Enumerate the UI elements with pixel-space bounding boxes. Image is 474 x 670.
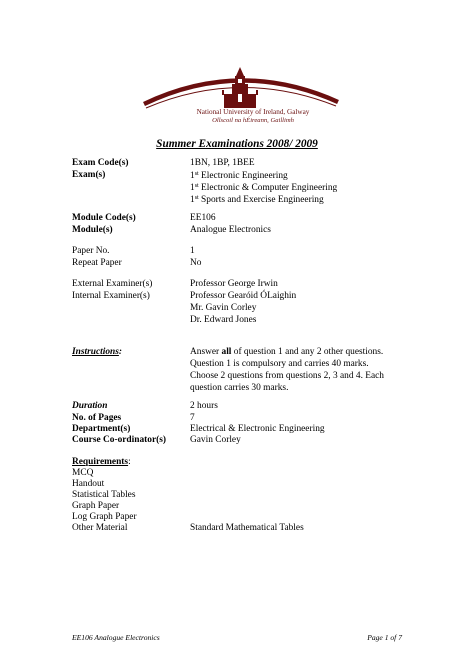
footer-page-number: Page 1 of 7 (367, 633, 402, 642)
page-title: Summer Examinations 2008/ 2009 (156, 138, 318, 150)
instructions-line: Question 1 is compulsory and carries 40 marks. (190, 359, 369, 369)
internal-examiner-value: Mr. Gavin Corley (190, 303, 257, 313)
instructions-line: Answer all of question 1 and any 2 other questions. (190, 347, 384, 357)
pages-label: No. of Pages (72, 413, 122, 423)
exam-item: 1st Sports and Exercise Engineering (190, 195, 324, 205)
exam-code-label: Exam Code(s) (72, 158, 129, 168)
requirement-item: Handout (72, 479, 105, 489)
coordinator-value: Gavin Corley (190, 435, 241, 445)
paper-no-label: Paper No. (72, 246, 110, 256)
instructions-line: Choose 2 questions from questions 2, 3 and 4. Each (190, 371, 384, 381)
requirements-heading: Requirements: (72, 457, 131, 467)
duration-label: Duration (72, 401, 108, 411)
requirement-item: MCQ (72, 468, 94, 478)
coordinator-label: Course Co-ordinator(s) (72, 435, 166, 445)
requirement-item: Statistical Tables (72, 490, 136, 500)
requirement-item: Log Graph Paper (72, 512, 137, 522)
requirement-item: Graph Paper (72, 501, 120, 511)
university-name-irish: Ollscoil na hÉireann, Gaillimh (212, 117, 294, 124)
university-name: National University of Ireland, Galway (196, 108, 310, 116)
exam-item: 1st Electronic & Computer Engineering (190, 183, 338, 193)
duration-value: 2 hours (190, 401, 218, 411)
repeat-paper-label: Repeat Paper (72, 258, 122, 268)
exam-code-value: 1BN, 1BP, 1BEE (190, 158, 255, 168)
other-material-value: Standard Mathematical Tables (190, 523, 304, 533)
exam-label: Exam(s) (72, 170, 106, 180)
internal-examiner-label: Internal Examiner(s) (72, 291, 150, 301)
external-examiner-label: External Examiner(s) (72, 279, 153, 289)
paper-no-value: 1 (190, 246, 195, 256)
external-examiner-value: Professor George Irwin (190, 279, 278, 289)
module-code-value: EE106 (190, 213, 216, 223)
internal-examiner-value: Professor Gearóid ÓLaighin (190, 291, 297, 301)
footer-module: EE106 Analogue Electronics (72, 633, 160, 642)
pages-value: 7 (190, 413, 195, 423)
department-label: Department(s) (72, 424, 131, 434)
instructions-line: question carries 30 marks. (190, 383, 289, 393)
instructions-label: Instructions: (72, 347, 123, 357)
department-value: Electrical & Electronic Engineering (190, 424, 325, 434)
exam-item: 1st Electronic Engineering (190, 171, 288, 181)
other-material-label: Other Material (72, 523, 128, 533)
repeat-paper-value: No (190, 258, 202, 268)
internal-examiner-value: Dr. Edward Jones (190, 315, 257, 325)
module-label: Module(s) (72, 225, 113, 235)
module-value: Analogue Electronics (190, 225, 271, 235)
module-code-label: Module Code(s) (72, 213, 136, 223)
